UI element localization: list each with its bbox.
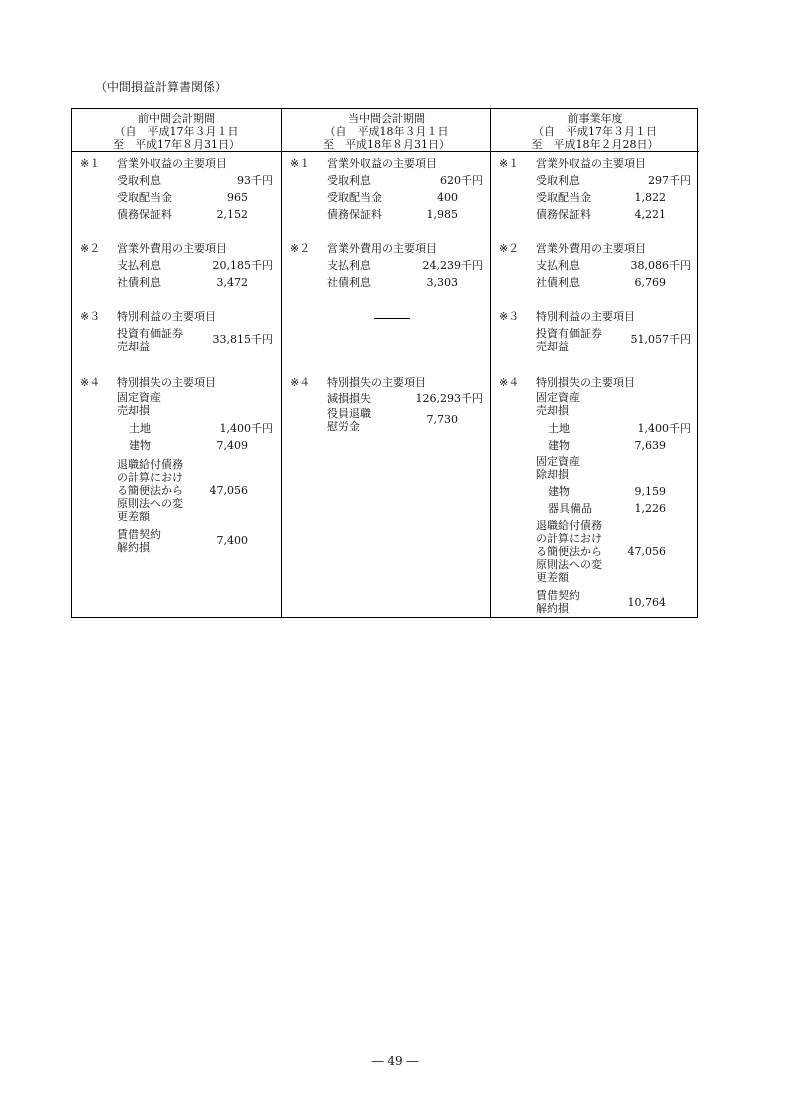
item-label: 賃借契約 bbox=[117, 528, 161, 541]
item-value: 47,056 bbox=[627, 545, 666, 558]
item-label: 売却益 bbox=[117, 340, 150, 353]
column-prior-fiscal-year bbox=[490, 109, 699, 617]
note-heading: 営業外収益の主要項目 bbox=[117, 157, 227, 170]
item-label: 社債利息 bbox=[117, 276, 161, 289]
item-label: の計算におけ bbox=[117, 471, 183, 484]
item-label: 債務保証料 bbox=[536, 208, 591, 221]
item-label: 減損損失 bbox=[327, 392, 371, 405]
column-title: 前事業年度 bbox=[567, 112, 623, 125]
note-mark: ※３ bbox=[499, 310, 520, 323]
item-value: 38,086千円 bbox=[630, 259, 691, 272]
item-value: 7,400 bbox=[216, 534, 248, 547]
item-label: 土地 bbox=[548, 422, 570, 435]
column-title: 当中間会計期間 bbox=[348, 112, 425, 125]
item-label: 解約損 bbox=[117, 541, 150, 554]
period-from: （自 平成18年３月１日 bbox=[324, 125, 449, 138]
period-from: （自 平成17年３月１日 bbox=[114, 125, 239, 138]
period-from: （自 平成17年３月１日 bbox=[533, 125, 657, 138]
item-value: 47,056 bbox=[209, 484, 248, 497]
item-label: 解約損 bbox=[536, 602, 569, 615]
item-value: 6,769 bbox=[634, 276, 666, 289]
item-value: 965 bbox=[227, 191, 248, 204]
item-label: 建物 bbox=[129, 439, 151, 452]
note-heading: 特別損失の主要項目 bbox=[536, 376, 635, 389]
note-mark: ※４ bbox=[499, 376, 520, 389]
section-title: （中間損益計算書関係） bbox=[95, 80, 228, 94]
item-value: 20,185千円 bbox=[212, 259, 273, 272]
column-header bbox=[72, 109, 281, 152]
item-value: 3,303 bbox=[426, 276, 458, 289]
item-value: 33,815千円 bbox=[212, 333, 273, 346]
column-header bbox=[491, 109, 699, 152]
item-label: 支払利息 bbox=[327, 259, 371, 272]
item-label: 受取配当金 bbox=[117, 191, 172, 204]
note-mark: ※３ bbox=[80, 310, 101, 323]
period-to: 至 平成18年８月31日） bbox=[323, 138, 450, 151]
note-heading: 特別利益の主要項目 bbox=[117, 310, 216, 323]
item-value: 7,639 bbox=[634, 439, 666, 452]
item-value: 620千円 bbox=[440, 174, 483, 187]
item-label: 受取配当金 bbox=[536, 191, 591, 204]
column-title: 前中間会計期間 bbox=[138, 112, 215, 125]
item-label: 社債利息 bbox=[536, 276, 580, 289]
item-value: 1,400千円 bbox=[637, 422, 691, 435]
item-value: 1,985 bbox=[426, 208, 458, 221]
item-label: 原則法への変 bbox=[117, 497, 183, 510]
item-value: 2,152 bbox=[216, 208, 248, 221]
item-label: 債務保証料 bbox=[117, 208, 172, 221]
column-prior-interim bbox=[72, 109, 281, 617]
note-mark: ※１ bbox=[290, 157, 311, 170]
item-label: 更差額 bbox=[536, 571, 569, 584]
item-label: 退職給付債務 bbox=[117, 458, 183, 471]
note-mark: ※２ bbox=[499, 242, 520, 255]
notes-table bbox=[71, 108, 698, 618]
item-label: 支払利息 bbox=[117, 259, 161, 272]
item-label: 原則法への変 bbox=[536, 558, 602, 571]
period-to: 至 平成18年２月28日） bbox=[531, 138, 659, 151]
item-label: 受取利息 bbox=[327, 174, 371, 187]
period-to: 至 平成17年８月31日） bbox=[113, 138, 240, 151]
note-mark: ※４ bbox=[80, 376, 101, 389]
item-label: る簡便法から bbox=[536, 545, 602, 558]
item-label: 役員退職 bbox=[327, 407, 371, 420]
group-label: 固定資産 bbox=[536, 455, 580, 468]
item-label: 器具備品 bbox=[548, 502, 592, 515]
group-label: 売却損 bbox=[536, 404, 569, 417]
note-heading: 営業外収益の主要項目 bbox=[536, 157, 646, 170]
column-current-interim bbox=[281, 109, 491, 617]
note-heading: 営業外収益の主要項目 bbox=[327, 157, 437, 170]
group-label: 除却損 bbox=[536, 468, 569, 481]
item-value: 1,400千円 bbox=[219, 422, 273, 435]
item-value: 3,472 bbox=[216, 276, 248, 289]
item-label: 受取利息 bbox=[117, 174, 161, 187]
note-mark: ※２ bbox=[80, 242, 101, 255]
item-label: 建物 bbox=[548, 439, 570, 452]
item-label: 売却益 bbox=[536, 340, 569, 353]
none-dash bbox=[374, 318, 410, 319]
item-label: 慰労金 bbox=[327, 420, 360, 433]
item-label: 賃借契約 bbox=[536, 589, 580, 602]
item-label: 受取配当金 bbox=[327, 191, 382, 204]
item-value: 93千円 bbox=[237, 174, 273, 187]
note-heading: 営業外費用の主要項目 bbox=[536, 242, 646, 255]
note-heading: 特別損失の主要項目 bbox=[327, 376, 426, 389]
page-number: ― 49 ― bbox=[371, 1054, 419, 1068]
group-label: 売却損 bbox=[117, 404, 150, 417]
item-label: 投資有価証券 bbox=[536, 327, 602, 340]
item-value: 7,409 bbox=[216, 439, 248, 452]
item-label: 社債利息 bbox=[327, 276, 371, 289]
item-label: る簡便法から bbox=[117, 484, 183, 497]
item-label: 債務保証料 bbox=[327, 208, 382, 221]
item-value: 1,226 bbox=[634, 502, 666, 515]
item-value: 51,057千円 bbox=[630, 333, 691, 346]
note-mark: ※４ bbox=[290, 376, 311, 389]
note-mark: ※１ bbox=[80, 157, 101, 170]
group-label: 固定資産 bbox=[536, 391, 580, 404]
item-value: 24,239千円 bbox=[422, 259, 483, 272]
item-value: 126,293千円 bbox=[415, 392, 483, 405]
item-label: 受取利息 bbox=[536, 174, 580, 187]
item-label: 投資有価証券 bbox=[117, 327, 183, 340]
item-value: 4,221 bbox=[634, 208, 666, 221]
note-heading: 特別損失の主要項目 bbox=[117, 376, 216, 389]
group-label: 固定資産 bbox=[117, 391, 161, 404]
note-heading: 営業外費用の主要項目 bbox=[327, 242, 437, 255]
item-value: 7,730 bbox=[426, 413, 458, 426]
item-label: 建物 bbox=[548, 485, 570, 498]
item-value: 297千円 bbox=[648, 174, 691, 187]
note-mark: ※２ bbox=[290, 242, 311, 255]
item-value: 400 bbox=[437, 191, 458, 204]
item-value: 1,822 bbox=[634, 191, 666, 204]
note-heading: 営業外費用の主要項目 bbox=[117, 242, 227, 255]
item-label: 更差額 bbox=[117, 510, 150, 523]
note-mark: ※１ bbox=[499, 157, 520, 170]
item-value: 10,764 bbox=[627, 596, 666, 609]
item-label: 退職給付債務 bbox=[536, 519, 602, 532]
note-heading: 特別利益の主要項目 bbox=[536, 310, 635, 323]
item-value: 9,159 bbox=[634, 485, 666, 498]
column-header bbox=[282, 109, 491, 152]
item-label: 支払利息 bbox=[536, 259, 580, 272]
item-label: 土地 bbox=[129, 422, 151, 435]
item-label: の計算におけ bbox=[536, 532, 602, 545]
